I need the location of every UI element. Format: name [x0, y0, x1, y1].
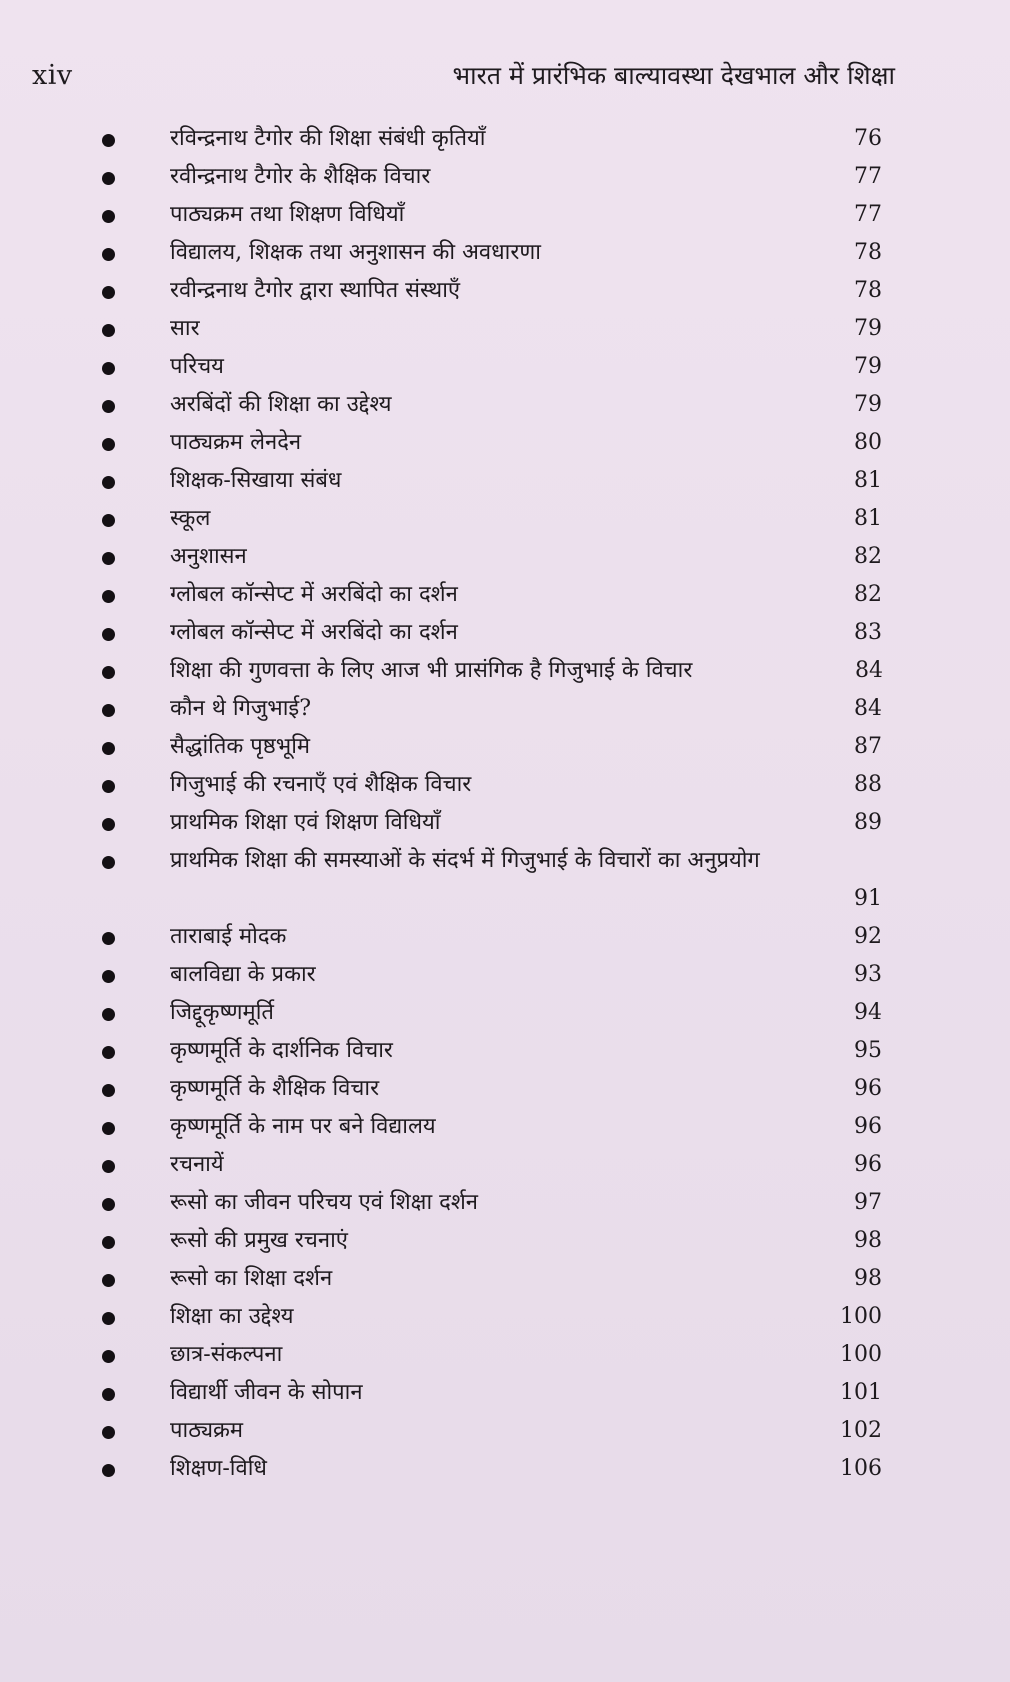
toc-entry-page: 96 — [854, 1114, 882, 1139]
bullet-icon — [102, 514, 115, 527]
toc-entry-page: 77 — [854, 202, 882, 227]
toc-entry — [0, 120, 1010, 158]
toc-entry — [0, 956, 1010, 994]
toc-entry — [0, 1146, 1010, 1184]
page-header — [32, 58, 895, 98]
toc-entry-title: ताराबाई मोदक — [170, 924, 287, 949]
bullet-icon — [102, 438, 115, 451]
toc-entry-title: प्राथमिक शिक्षा एवं शिक्षण विधियाँ — [170, 810, 441, 835]
bullet-icon — [102, 1122, 115, 1135]
toc-entry-page: 98 — [854, 1266, 882, 1291]
toc-entry — [0, 1222, 1010, 1260]
toc-entry-title: रूसो का शिक्षा दर्शन — [170, 1266, 333, 1291]
toc-entry-title: अरबिंदों की शिक्षा का उद्देश्य — [170, 392, 392, 417]
toc-entry-page: 89 — [854, 810, 882, 835]
bullet-icon — [102, 362, 115, 375]
toc-entry-title: ग्लोबल कॉन्सेप्ट में अरबिंदो का दर्शन — [170, 582, 458, 607]
toc-entry — [0, 538, 1010, 576]
toc-entry — [0, 1450, 1010, 1488]
toc-entry-page: 93 — [854, 962, 882, 987]
bullet-icon — [102, 324, 115, 337]
toc-entry-title: विद्यालय, शिक्षक तथा अनुशासन की अवधारणा — [170, 240, 541, 265]
toc-entry — [0, 728, 1010, 766]
toc-entry-page: 87 — [854, 734, 882, 759]
toc-entry-title: सैद्धांतिक पृष्ठभूमि — [170, 734, 311, 759]
bullet-icon — [102, 742, 115, 755]
toc-entry-page: 78 — [854, 240, 882, 265]
bullet-icon — [102, 1046, 115, 1059]
toc-entry-title: रवीन्द्रनाथ टैगोर के शैक्षिक विचार — [170, 164, 431, 189]
toc-entry — [0, 1336, 1010, 1374]
toc-entry-page: 100 — [840, 1342, 882, 1367]
toc-entry-title: पाठ्यक्रम — [170, 1418, 244, 1443]
toc-entry-title: पाठ्यक्रम तथा शिक्षण विधियाँ — [170, 202, 405, 227]
bullet-icon — [102, 1350, 115, 1363]
toc-entry-page: 79 — [854, 392, 882, 417]
toc-entry — [0, 1260, 1010, 1298]
toc-entry — [0, 652, 1010, 690]
toc-entry-title: गिजुभाई की रचनाएँ एवं शैक्षिक विचार — [170, 772, 472, 797]
toc-entry-title: ग्लोबल कॉन्सेप्ट में अरबिंदो का दर्शन — [170, 620, 458, 645]
table-of-contents — [0, 120, 1010, 1488]
toc-entry-title: स्कूल — [170, 506, 211, 531]
toc-entry-title: विद्यार्थी जीवन के सोपान — [170, 1380, 363, 1405]
toc-entry — [0, 804, 1010, 842]
toc-entry-title: रचनायें — [170, 1152, 224, 1177]
toc-entry-title: रवीन्द्रनाथ टैगोर द्वारा स्थापित संस्थाएँ — [170, 278, 461, 303]
page-number: xiv — [32, 60, 73, 91]
bullet-icon — [102, 1426, 115, 1439]
toc-entry-title: कृष्णमूर्ति के शैक्षिक विचार — [170, 1076, 380, 1101]
toc-entry-page: 80 — [854, 430, 882, 455]
toc-entry-page: 101 — [840, 1380, 882, 1405]
bullet-icon — [102, 1312, 115, 1325]
toc-entry-page: 92 — [854, 924, 882, 949]
toc-entry — [0, 1108, 1010, 1146]
toc-entry — [0, 1374, 1010, 1412]
toc-entry-page: 76 — [854, 126, 882, 151]
toc-entry — [0, 918, 1010, 956]
toc-entry-page: 98 — [854, 1228, 882, 1253]
toc-entry-title: छात्र-संकल्पना — [170, 1342, 283, 1367]
toc-entry — [0, 766, 1010, 804]
bullet-icon — [102, 134, 115, 147]
bullet-icon — [102, 590, 115, 603]
bullet-icon — [102, 780, 115, 793]
bullet-icon — [102, 476, 115, 489]
bullet-icon — [102, 932, 115, 945]
toc-entry — [0, 348, 1010, 386]
toc-entry — [0, 1184, 1010, 1222]
bullet-icon — [102, 210, 115, 223]
toc-entry-title: सार — [170, 316, 200, 341]
bullet-icon — [102, 1388, 115, 1401]
toc-entry-page: 79 — [854, 316, 882, 341]
toc-entry-page: 82 — [854, 582, 882, 607]
toc-entry-page: 95 — [854, 1038, 882, 1063]
toc-entry-page: 81 — [854, 506, 882, 531]
bullet-icon — [102, 818, 115, 831]
toc-entry-title: रूसो का जीवन परिचय एवं शिक्षा दर्शन — [170, 1190, 478, 1215]
toc-entry-title: अनुशासन — [170, 544, 247, 569]
toc-entry — [0, 158, 1010, 196]
toc-entry — [0, 1070, 1010, 1108]
bullet-icon — [102, 552, 115, 565]
toc-entry — [0, 1298, 1010, 1336]
bullet-icon — [102, 666, 115, 679]
toc-entry-title: रविन्द्रनाथ टैगोर की शिक्षा संबंधी कृतियाँ — [170, 126, 486, 151]
toc-entry — [0, 272, 1010, 310]
toc-entry-page: 77 — [854, 164, 882, 189]
toc-entry-page: 79 — [854, 354, 882, 379]
toc-entry — [0, 462, 1010, 500]
toc-entry-page: 88 — [854, 772, 882, 797]
toc-entry-title: कौन थे गिजुभाई? — [170, 696, 312, 721]
book-title: भारत में प्रारंभिक बाल्यावस्था देखभाल और शिक्षा — [452, 61, 895, 90]
bullet-icon — [102, 856, 115, 869]
bullet-icon — [102, 1160, 115, 1173]
bullet-icon — [102, 172, 115, 185]
bullet-icon — [102, 1008, 115, 1021]
bullet-icon — [102, 1464, 115, 1477]
toc-entry-page: 96 — [854, 1152, 882, 1177]
bullet-icon — [102, 248, 115, 261]
bullet-icon — [102, 628, 115, 641]
toc-entry — [0, 690, 1010, 728]
toc-entry-title: शिक्षण-विधि — [170, 1456, 267, 1481]
toc-entry-title: परिचय — [170, 354, 224, 379]
toc-entry-page: 97 — [854, 1190, 882, 1215]
toc-entry-page: 96 — [854, 1076, 882, 1101]
bullet-icon — [102, 704, 115, 717]
toc-entry — [0, 424, 1010, 462]
bullet-icon — [102, 1198, 115, 1211]
toc-entry-page: 84 — [854, 696, 882, 721]
bullet-icon — [102, 1274, 115, 1287]
toc-entry-title: रूसो की प्रमुख रचनाएं — [170, 1228, 348, 1253]
toc-entry-title: शिक्षक-सिखाया संबंध — [170, 468, 342, 493]
bullet-icon — [102, 286, 115, 299]
toc-entry-title: बालविद्या के प्रकार — [170, 962, 316, 987]
toc-entry-title: पाठ्यक्रम लेनदेन — [170, 430, 302, 455]
toc-entry-page: 81 — [854, 468, 882, 493]
toc-entry — [0, 196, 1010, 234]
toc-entry — [0, 842, 1010, 918]
toc-entry — [0, 386, 1010, 424]
toc-entry-page: 84 — [855, 658, 883, 683]
toc-entry-title: जिद्दूकृष्णमूर्ति — [170, 1000, 274, 1025]
toc-entry-page: 106 — [840, 1456, 882, 1481]
toc-entry-title: शिक्षा की गुणवत्ता के लिए आज भी प्रासंगिक है गिजुभाई के विचार — [170, 658, 693, 683]
toc-entry-page: 78 — [854, 278, 882, 303]
toc-entry-page: 91 — [854, 886, 882, 911]
toc-entry-page: 83 — [854, 620, 882, 645]
toc-entry-page: 94 — [854, 1000, 882, 1025]
toc-entry-page: 102 — [840, 1418, 882, 1443]
toc-entry — [0, 576, 1010, 614]
toc-entry-page: 100 — [840, 1304, 882, 1329]
toc-entry-title: कृष्णमूर्ति के दार्शनिक विचार — [170, 1038, 393, 1063]
toc-entry-page: 82 — [854, 544, 882, 569]
toc-entry-title: शिक्षा का उद्देश्य — [170, 1304, 294, 1329]
toc-entry — [0, 994, 1010, 1032]
toc-entry-title: प्राथमिक शिक्षा की समस्याओं के संदर्भ में गिजुभाई के विचारों का अनुप्रयोग — [170, 848, 760, 873]
toc-entry — [0, 310, 1010, 348]
bullet-icon — [102, 1236, 115, 1249]
bullet-icon — [102, 1084, 115, 1097]
toc-entry — [0, 500, 1010, 538]
bullet-icon — [102, 400, 115, 413]
toc-entry-title: कृष्णमूर्ति के नाम पर बने विद्यालय — [170, 1114, 436, 1139]
toc-entry — [0, 1412, 1010, 1450]
bullet-icon — [102, 970, 115, 983]
toc-entry — [0, 1032, 1010, 1070]
toc-entry — [0, 614, 1010, 652]
toc-entry — [0, 234, 1010, 272]
